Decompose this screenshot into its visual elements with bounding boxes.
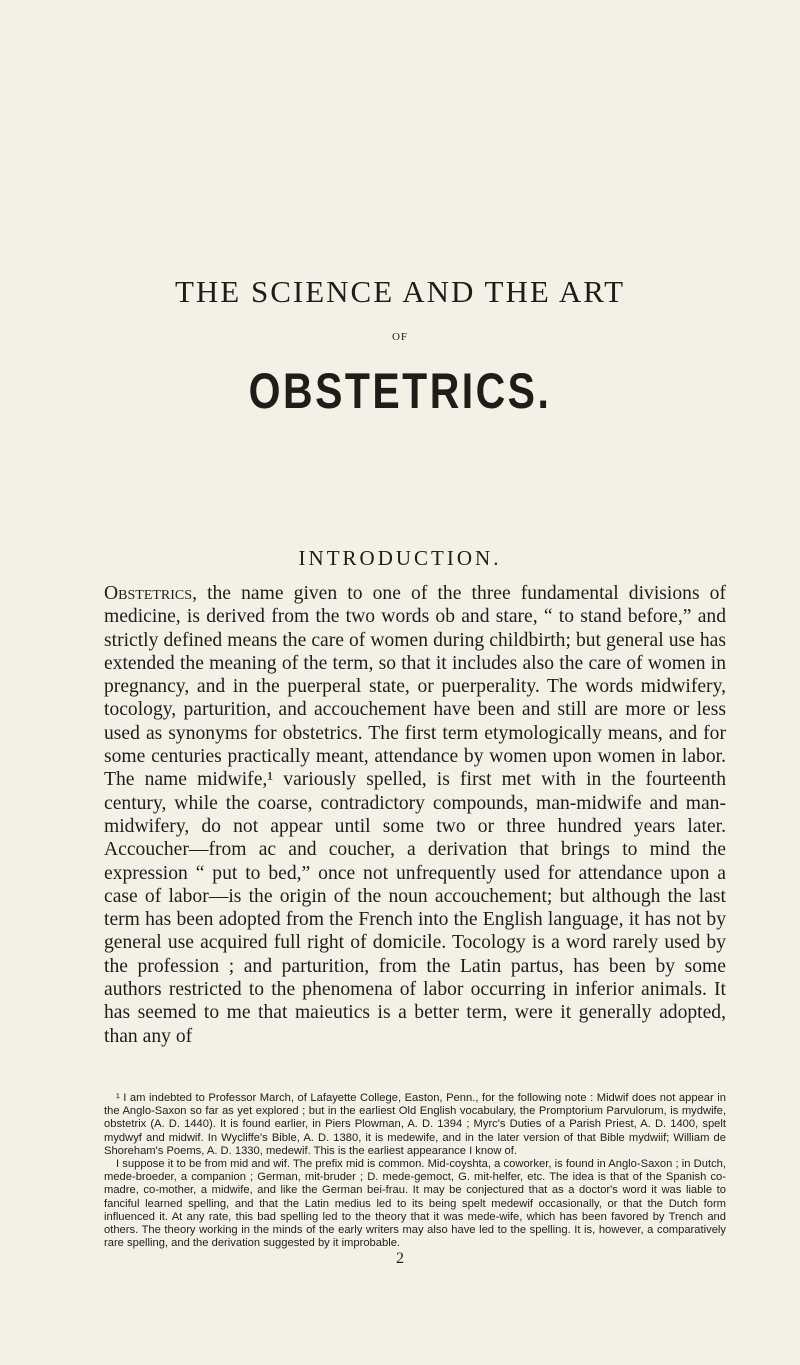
title-line-1: THE SCIENCE AND THE ART — [174, 274, 625, 309]
title-line-2: OBSTETRICS. — [248, 363, 552, 419]
paragraph-text: , the name given to one of the three fundamental divisions of medicine, is derived from the two words ob and stare, “ to stand before,” and strictly defined means the care of women during childbirth; but general use has extended the meaning of the term, so that it includes also the care of women in pregnancy, and in the puerperal state, or puerperality. The words midwifery, tocology, parturition, and accouchement have been and still are more or less used as synonyms for obstetrics. The first term etymologically means, and for some centuries practically meant, attendance by women upon women in labor. The name midwife,¹ variously spelled, is first met with in the fourteenth century, while the coarse, contradictory compounds, man-midwife and man-midwifery, do not appear until some two or three hundred years later. Accoucher—from ac and coucher, a derivation that brings to mind the expression “ put to bed,” once not unfrequently used for attendance upon a case of labor—is the origin of the noun accouchement; but although the last term has been adopted from the French into the English language, it has not by general use acquired full right of domicile. Tocology is a word rarely used by the profession ; and parturition, from the Latin partus, has been by some authors restricted to the phenomena of labor occurring in inferior animals. It has seemed to me that maieutics is a better term, were it generally adopted, than any of — [104, 583, 726, 1047]
body-paragraph — [104, 582, 726, 1048]
paragraph-lead-word: Obstetrics — [104, 583, 193, 604]
footnote-2: I suppose it to be from mid and wif. The prefix mid is common. Mid-coyshta, a coworker, is found in Anglo-Saxon ; in Dutch, mede-broeder, a companion ; German, mit-bruder ; D. mede-gemoct, G. mit-helfer, etc. The idea is that of the Spanish co-madre, co-mother, a midwife, and like the German bei-frau. It may be conjectured that as a doctor's word it was liable to fanciful learned spelling, and that the Latin medius led to its being spelt medewif occasionally, or that the Dutch form influenced it. At any rate, this bad spelling led to the theory that it was mede-wife, which has been favored by Trench and others. The theory working in the minds of the early writers may also have led to the spelling. It is, however, a comparatively rare spelling, and the derivation suggested by it improbable. — [104, 1158, 726, 1250]
section-heading: INTRODUCTION. — [298, 546, 502, 570]
footnote-1: ¹ I am indebted to Professor March, of Lafayette College, Easton, Penn., for the following note : Midwif does not appear in the Anglo-Saxon so far as yet explored ; but in the earliest Old English vocabulary, the Promptorium Parvulorum, is mydwife, obstetrix (A. D. 1440). It is found earlier, in Piers Plowman, A. D. 1394 ; Myrc's Duties of a Parish Priest, A. D. 1400, spelt mydwyf and midwif. In Wycliffe's Bible, A. D. 1380, it is medewife, and in the later version of that Bible mydwiif; William de Shoreham's Poems, A. D. 1330, medewif. This is the earliest appearance I know of. — [104, 1092, 726, 1157]
page-number: 2 — [396, 1250, 404, 1267]
footnotes — [104, 1092, 726, 1250]
title-of: OF — [391, 331, 409, 343]
